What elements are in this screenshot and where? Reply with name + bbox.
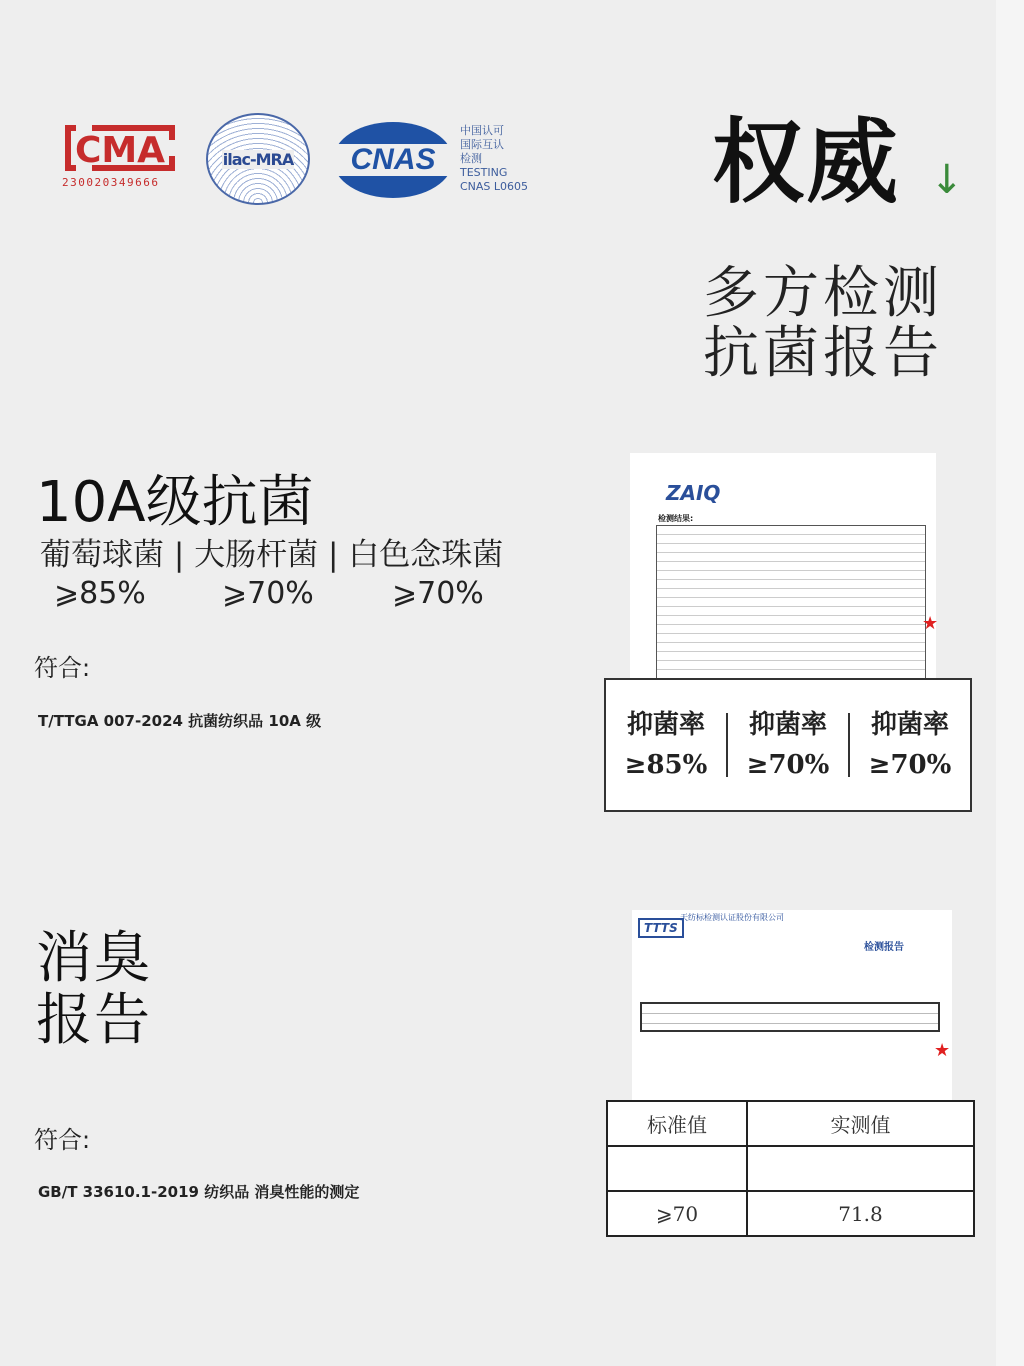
summary-value: ≥85%: [624, 750, 708, 780]
page-title: 权威: [712, 109, 901, 216]
ttts-logo: TTTS: [638, 918, 684, 938]
report-section-label: 检测结果:: [658, 514, 694, 523]
measured-value: 71.8: [747, 1191, 974, 1236]
summary-cell: [728, 705, 848, 785]
deodor-heading: [36, 928, 152, 1052]
subtitle-line-2: 抗菌报告: [703, 321, 943, 386]
report-company: 天纺标检测认证股份有限公司: [680, 913, 784, 922]
cnas-logo: [333, 122, 453, 198]
deodor-report-image: [632, 910, 952, 1102]
summary-label: 抑菌率: [626, 710, 705, 740]
antibacterial-standard: T/TTGA 007-2024 抗菌纺织品 10A 级: [38, 712, 322, 730]
ilac-mra-logo: [206, 113, 310, 205]
rate-candida: ⩾70%: [392, 576, 484, 611]
summary-label: 抑菌率: [870, 710, 949, 740]
cma-logo: [62, 122, 182, 194]
empty-cell: [607, 1146, 747, 1191]
report-table: [656, 525, 926, 685]
header-standard-value: 标准值: [607, 1101, 747, 1146]
conform-label: 符合:: [34, 1126, 91, 1154]
antibacterial-summary-box: [604, 678, 972, 812]
antibacterial-report-image: [630, 453, 939, 683]
cma-number: 230020349666: [62, 176, 160, 189]
right-edge-strip: [996, 0, 1024, 1366]
bacteria-list: 葡萄球菌 | 大肠杆菌 | 白色念珠菌: [40, 537, 504, 573]
deodor-heading-line-1: 消臭: [36, 926, 152, 991]
zaiq-logo: ZAIQ: [666, 481, 721, 505]
report-table: [640, 1002, 940, 1032]
summary-value: ≥70%: [868, 750, 952, 780]
cma-logo-text: CMA: [74, 130, 166, 171]
summary-label: 抑菌率: [748, 710, 827, 740]
header-measured-value: 实测值: [747, 1101, 974, 1146]
conform-label: 符合:: [34, 654, 91, 682]
antibacterial-heading: 10A级抗菌: [36, 470, 314, 535]
stamp-star-icon: ★: [934, 1040, 951, 1061]
deodor-result-table: [606, 1100, 975, 1237]
summary-cell: [850, 705, 970, 785]
deodor-heading-line-2: 报告: [36, 988, 152, 1053]
summary-value: ≥70%: [746, 750, 830, 780]
rate-e-coli: ⩾70%: [222, 576, 314, 611]
rate-staphylococcus: ⩾85%: [54, 576, 146, 611]
subtitle: [703, 261, 943, 386]
stamp-star-icon: ★: [922, 613, 939, 634]
cnas-text: CNAS: [333, 144, 453, 176]
deodor-standard: GB/T 33610.1-2019 纺织品 消臭性能的测定: [38, 1183, 360, 1201]
standard-value: ⩾70: [607, 1191, 747, 1236]
empty-cell: [747, 1146, 974, 1191]
summary-cell: [606, 705, 726, 785]
report-heading: 检测报告: [864, 942, 904, 953]
cnas-caption: 中国认可 国际互认 检测 TESTING CNAS L0605: [460, 124, 529, 193]
subtitle-line-1: 多方检测: [703, 261, 943, 326]
ilac-text: ilac-MRA: [222, 149, 294, 169]
arrow-down-icon: ↓: [930, 157, 964, 203]
